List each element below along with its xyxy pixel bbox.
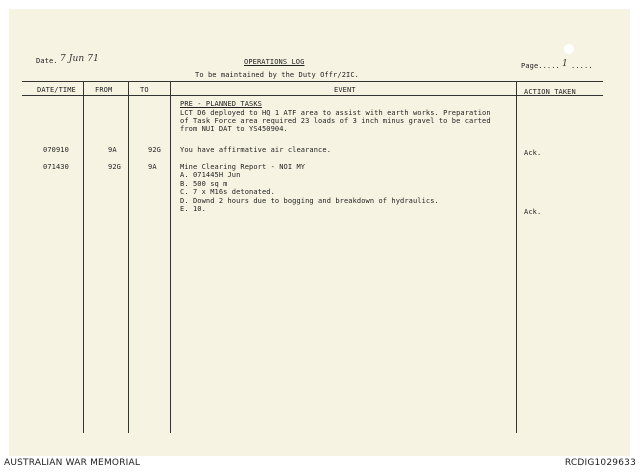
action-taken: Ack. [524,149,542,157]
page-number-trail: ..... [571,62,593,70]
entry-time: 070910 [43,146,69,154]
page-subtitle: To be maintained by the Duty Offr/2IC. [195,71,359,79]
event-line: of Task Force area required 23 loads of 3 inch minus gravel to be carted [180,117,491,125]
entry-to: 92G [148,146,161,154]
entry-time: 071430 [43,163,69,171]
event-line: C. 7 x M16s detonated. [180,188,275,196]
punch-hole [564,44,574,54]
action-taken: Ack. [524,208,542,216]
footer-credit: AUSTRALIAN WAR MEMORIAL [4,458,141,468]
column-divider [128,81,129,433]
page-number-label: Page..... [521,62,560,70]
column-divider [83,81,84,433]
date-label: Date. [36,57,58,65]
event-line: PRE - PLANNED TASKS [180,100,262,108]
event-line: A. 071445H Jun [180,171,241,179]
page-title: OPERATIONS LOG [244,58,305,66]
column-header-datetime: DATE/TIME [37,86,76,94]
event-line: D. Downd 2 hours due to bogging and breakdown of hydraulics. [180,197,439,205]
event-line: from NUI DAT to YS450904. [180,125,288,133]
column-header-to: TO [140,86,149,94]
entry-to: 9A [148,163,157,171]
entry-from: 92G [108,163,121,171]
footer-reference: RCDIG1029633 [564,458,636,468]
column-header-action: ACTION TAKEN [524,88,576,96]
event-line: B. 500 sq m [180,180,228,188]
column-header-event: EVENT [334,86,356,94]
page-number-value: 1 [562,59,568,69]
date-value: 7 Jun 71 [60,54,99,64]
event-line: E. 10. [180,205,206,213]
event-line: You have affirmative air clearance. [180,146,332,154]
column-header-from: FROM [95,86,113,94]
column-divider [516,81,517,433]
entry-from: 9A [108,146,117,154]
event-line: LCT D6 deployed to HQ 1 ATF area to assist with earth works. Preparation [180,109,491,117]
column-divider [170,81,171,433]
event-line: Mine Clearing Report - NOI MY [180,163,306,171]
